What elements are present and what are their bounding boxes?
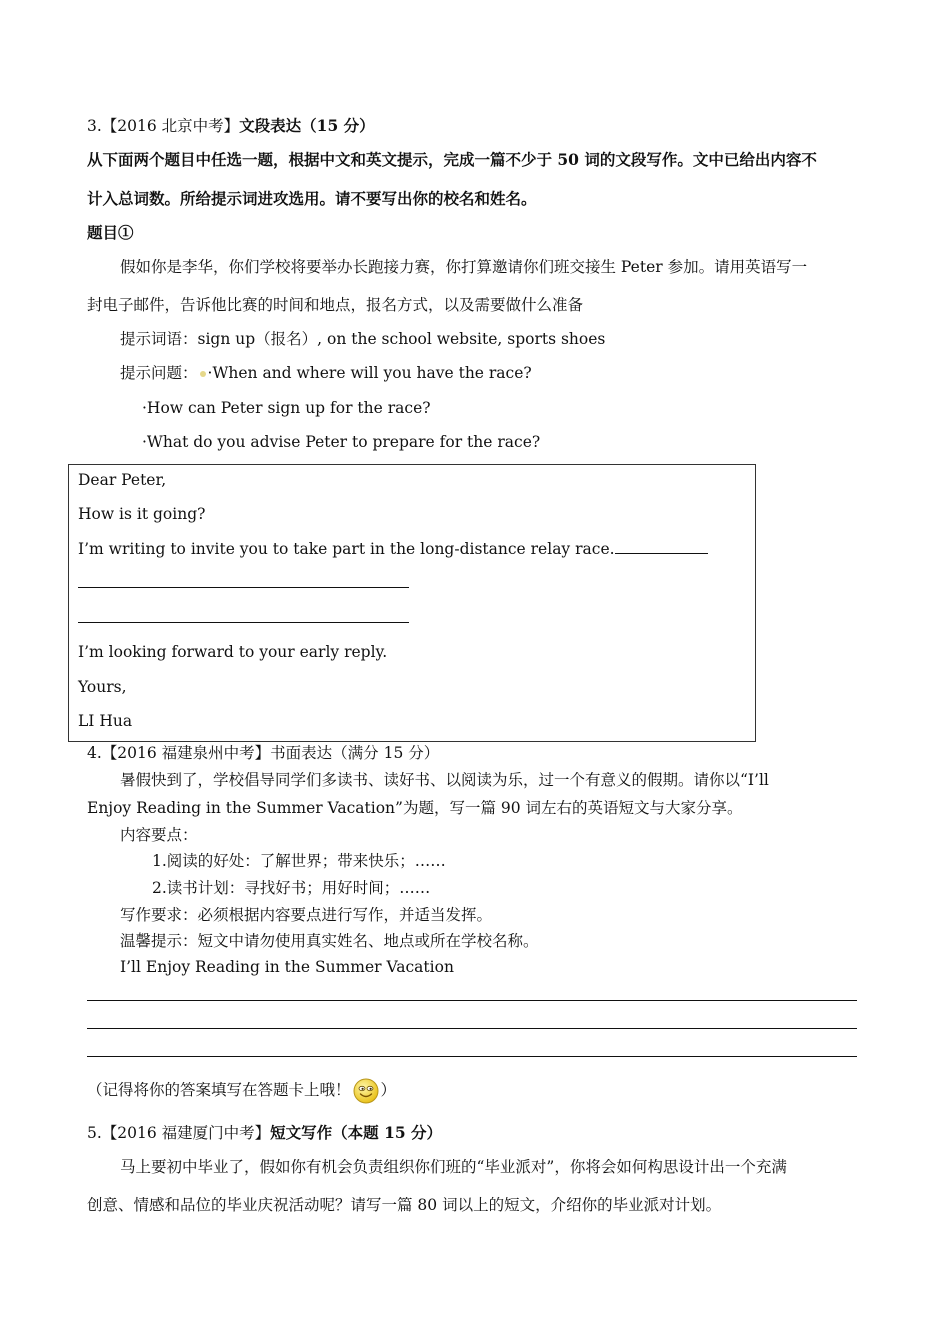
letter-blank-inline[interactable] <box>615 539 708 554</box>
q4-answer-note-close: ） <box>380 1081 397 1099</box>
q4-prompt-line2: Enjoy Reading in the Summer Vacation”为题，写一篇 90 词左右的英语短文与大家分享。 <box>87 799 743 817</box>
q4-answer-note <box>87 1076 396 1104</box>
answer-line[interactable] <box>87 1000 857 1001</box>
q4-reminder: 温馨提示：短文中请勿使用真实姓名、地点或所在学校名称。 <box>120 932 539 950</box>
smiley-icon <box>353 1078 379 1104</box>
answer-line[interactable] <box>87 1028 857 1029</box>
letter-line2-text: I’m writing to invite you to take part in the long-distance relay race. <box>78 540 615 558</box>
q3-header-title: 文段表达（15 分） <box>239 116 375 135</box>
q3-hint-q1: ·When and where will you have the race? <box>207 364 532 382</box>
edit-mark-icon <box>200 371 206 377</box>
q4-requirement: 写作要求：必须根据内容要点进行写作，并适当发挥。 <box>120 906 493 924</box>
letter-line1: How is it going? <box>78 505 206 523</box>
letter-greeting: Dear Peter, <box>78 471 167 489</box>
q4-prompt-line1: 暑假快到了，学校倡导同学们多读书、读好书、以阅读为乐，过一个有意义的假期。请你以“I’ll <box>120 771 769 789</box>
q5-prompt-line1: 马上要初中毕业了，假如你有机会负责组织你们班的“毕业派对”，你将会如何构思设计出一个充满 <box>120 1158 787 1176</box>
answer-blank[interactable] <box>78 608 409 623</box>
letter-blank-line2[interactable] <box>78 608 409 628</box>
q4-point2: 2.读书计划：寻找好书；用好时间；…… <box>152 879 431 897</box>
letter-name: LI Hua <box>78 712 133 730</box>
letter-line2 <box>78 539 708 559</box>
q4-points-label: 内容要点： <box>120 826 198 844</box>
letter-blank-line1[interactable] <box>78 573 409 593</box>
q3-prompt-line1: 假如你是李华，你们学校将要举办长跑接力赛，你打算邀请你们班交接生 Peter 参加。请用英语写一 <box>120 258 808 276</box>
answer-blank[interactable] <box>78 573 409 588</box>
q5-header-title: 短文写作（本题 15 分） <box>270 1123 443 1142</box>
letter-box <box>68 464 756 742</box>
q4-answer-note-text: （记得将你的答案填写在答题卡上哦！ <box>87 1081 351 1099</box>
q3-header <box>87 116 375 136</box>
q3-topic-label: 题目① <box>87 223 134 242</box>
letter-closing-line: I’m looking forward to your early reply. <box>78 643 388 661</box>
q3-hint-question1 <box>120 363 532 383</box>
q3-hint-question3: ·What do you advise Peter to prepare for the race? <box>142 433 541 451</box>
q3-instruction-line2: 计入总词数。所给提示词进攻选用。请不要写出你的校名和姓名。 <box>87 189 537 208</box>
q3-hint-words: 提示词语：sign up（报名）, on the school website, sports shoes <box>120 330 606 348</box>
q4-essay-title: I’ll Enjoy Reading in the Summer Vacation <box>120 958 454 976</box>
q3-instruction-line1: 从下面两个题目中任选一题，根据中文和英文提示，完成一篇不少于 50 词的文段写作。文中已给出内容不 <box>87 150 817 169</box>
q4-header: 4.【2016 福建泉州中考】书面表达（满分 15 分） <box>87 744 440 762</box>
q3-hint-question2: ·How can Peter sign up for the race? <box>142 399 431 417</box>
q3-header-source: 3.【2016 北京中考】 <box>87 117 240 135</box>
letter-signoff: Yours, <box>78 678 127 696</box>
answer-line[interactable] <box>87 1056 857 1057</box>
q3-hint-label: 提示问题： <box>120 364 198 382</box>
q4-point1: 1.阅读的好处：了解世界；带来快乐；…… <box>152 852 446 870</box>
q3-prompt-line2: 封电子邮件，告诉他比赛的时间和地点，报名方式，以及需要做什么准备 <box>87 296 584 314</box>
q5-header-source: 5.【2016 福建厦门中考】 <box>87 1124 271 1142</box>
q5-header <box>87 1123 442 1143</box>
q5-prompt-line2: 创意、情感和品位的毕业庆祝活动呢？请写一篇 80 词以上的短文，介绍你的毕业派对计划。 <box>87 1196 722 1214</box>
